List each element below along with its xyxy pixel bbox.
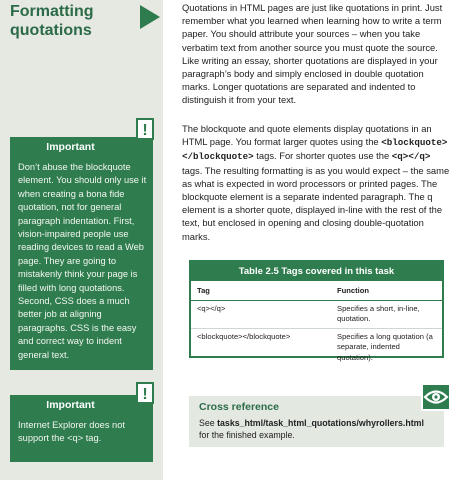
exclamation-icon: !: [136, 382, 154, 404]
table-cell: Specifies a long quotation (a separate, indented quotation).: [337, 331, 433, 362]
table-cell: <q></q>: [197, 303, 226, 313]
code-blockquote: <blockquote></blockquote>: [182, 137, 448, 163]
eye-icon: [421, 383, 451, 411]
page-title-line2: quotations: [10, 22, 92, 39]
cross-reference-title: Cross reference: [199, 401, 279, 413]
note-body: Don’t abuse the blockquote element. You should only use it when creating a bona fide quotation, not for general paragraph indentation. First, vision-impaired people use reading devices to read a Web page. They are going to mistakenly think your page is filled with long quotations. Second, CSS does a much better job at aligning paragraphs. CSS is the easy and correct way to indent general text.: [18, 162, 147, 360]
table-header-row: [191, 286, 442, 301]
important-note-1: [10, 122, 153, 370]
table-row: [191, 304, 442, 329]
paragraph-blockquote: [182, 122, 452, 243]
table-cell: Specifies a short, in-line, quotation.: [337, 303, 420, 324]
note-body: Internet Explorer does not support the <q> tag.: [18, 420, 125, 444]
note-title: Important: [46, 141, 95, 153]
paragraph-text: The blockquote and quote elements display quotations in an HTML page. You format larger quotes using the: [182, 123, 432, 148]
xref-text-after: for the finished example.: [199, 429, 295, 440]
paragraph-text: tags. The resulting formatting is as you would expect – the same as what is expected in word processors or printed pages. The blockquote element is a separate indented paragraph. The q element is a shorter quote, displayed in-line with the rest of the text, but enclosed in opening and closing double-quotation marks.: [182, 164, 450, 242]
page-title-line1: Formatting: [10, 3, 94, 20]
exclamation-icon: !: [136, 118, 154, 140]
paragraph-intro: Quotations in HTML pages are just like quotations in print. Just remember what you learned when learning how to write a term paper. You should attribute your sources – when you take verbatim text from another source you must quote the source. Like writing an essay, shorter quotations are displayed in your paragraph’s body and simply enclosed in double quotation marks. Longer quotations are separated and indented to distinguish it from your text.: [182, 2, 443, 106]
eye-icon-graphic: [423, 385, 449, 409]
xref-file-path: tasks_html/task_html_quotations/whyrollers.html: [217, 418, 424, 428]
cross-reference-box: [189, 396, 444, 447]
note-title: Important: [46, 399, 95, 411]
important-note-2: [10, 386, 153, 462]
table-row: [191, 332, 442, 364]
page-title: [10, 2, 130, 40]
table-title: Table 2.5 Tags covered in this task: [191, 262, 442, 281]
table-cell: <blockquote></blockquote>: [197, 331, 291, 341]
cross-reference-text: [199, 418, 424, 441]
tags-table: [189, 260, 444, 362]
xref-text-before: See: [199, 418, 218, 428]
code-q: <q></q>: [391, 151, 431, 163]
right-arrow-icon: [140, 5, 160, 29]
table-header-cell: Function: [337, 286, 370, 295]
table-header-cell: Tag: [197, 286, 210, 295]
paragraph-text: tags. For shorter quotes use the: [253, 150, 392, 162]
